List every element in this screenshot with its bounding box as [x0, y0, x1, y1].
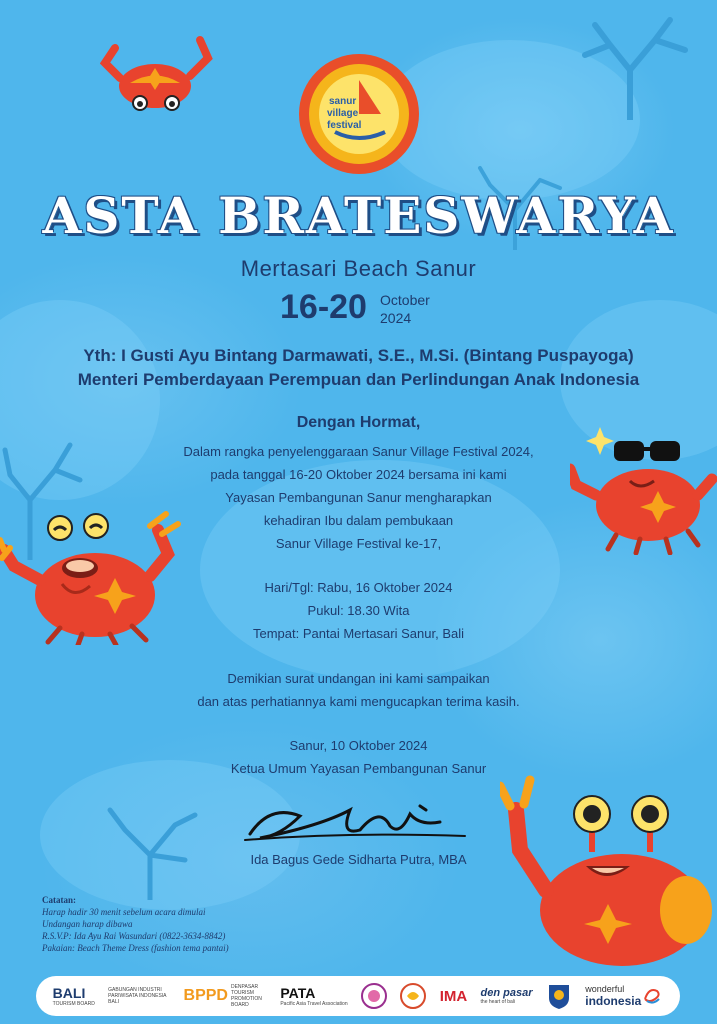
intro-line: Sanur Village Festival ke-17, — [275, 536, 442, 551]
logo-text-sanur: sanur — [329, 96, 357, 107]
pata-logo — [280, 985, 347, 1007]
coral-icon — [90, 800, 210, 900]
signature — [240, 796, 470, 848]
pata-subtext: Pacific Asia Travel Association — [280, 1001, 348, 1007]
wonderful-text: wonderful — [585, 984, 625, 994]
closing-line: Demikian surat undangan ini kami sampaikan — [227, 671, 490, 686]
crab-illustration-left — [0, 500, 185, 645]
logo-text-festival: festival — [327, 120, 362, 131]
greeting: Dengan Hormat, — [296, 414, 421, 431]
denpasar-subtext: the heart of bali — [480, 999, 516, 1005]
seal-emblem-icon — [361, 983, 387, 1009]
note-item: Undangan harap dibawa — [42, 919, 133, 929]
event-year: 2024 — [380, 310, 412, 326]
intro-line: pada tanggal 16-20 Oktober 2024 bersama ini kami — [210, 467, 507, 482]
notes-heading: Catatan: — [42, 895, 76, 905]
signatory-name: Ida Bagus Gede Sidharta Putra, MBA — [250, 852, 467, 867]
event-venue: Mertasari Beach Sanur — [240, 256, 477, 281]
note-item: R.S.V.P: Ida Ayu Rai Wasundari (0822-3634-8842) — [42, 931, 226, 941]
government-crest-icon — [546, 982, 572, 1010]
wonderful-indonesia-logo — [585, 984, 663, 1008]
recipient-name: Yth: I Gusti Ayu Bintang Darmawati, S.E., M.Si. (Bintang Puspayoga) — [83, 346, 634, 365]
bali-tourism-board-subtext: TOURISM BOARD — [52, 1001, 95, 1007]
notes-section — [42, 894, 229, 954]
sponsor-footer — [36, 976, 680, 1016]
gipi-logo — [108, 987, 170, 1005]
intro-line: kehadiran Ibu dalam pembukaan — [263, 513, 454, 528]
note-item: Pakaian: Beach Theme Dress (fashion tema pantai) — [42, 943, 229, 953]
ima-text: IMA — [439, 987, 468, 1005]
ima-logo — [440, 988, 468, 1005]
event-title: ASTA BRATESWARYA — [42, 186, 675, 245]
denpasar-text: den pasar — [480, 987, 533, 999]
intro-line: Dalam rangka penyelenggaraan Sanur Village Festival 2024, — [183, 444, 534, 459]
crab-illustration-bottom-right — [500, 770, 717, 970]
garuda-swirl-icon — [641, 985, 663, 1007]
logo-text-village: village — [327, 108, 359, 119]
event-month: October — [380, 292, 430, 308]
circular-emblem-icon — [400, 983, 426, 1009]
event-dates: 16-20 — [280, 288, 367, 326]
indonesia-text: indonesia — [585, 994, 642, 1008]
pata-text: PATA — [280, 985, 316, 1001]
signatory-position: Ketua Umum Yayasan Pembangunan Sanur — [230, 761, 487, 776]
bppd-subtext: DENPASAR TOURISM PROMOTION BOARD — [230, 984, 262, 1008]
crab-illustration-top-left — [100, 28, 220, 118]
crab-illustration-right-sunglasses — [570, 425, 717, 555]
gipi-text: GABUNGAN INDUSTRI PARIWISATA INDONESIA BALI — [108, 987, 167, 1005]
denpasar-logo — [481, 987, 533, 1005]
recipient-title: Menteri Pemberdayaan Perempuan dan Perlindungan Anak Indonesia — [77, 370, 640, 389]
coral-icon — [560, 10, 710, 120]
bali-tourism-board-text: BALI — [52, 985, 86, 1001]
detail-date: Hari/Tgl: Rabu, 16 Oktober 2024 — [264, 580, 453, 595]
note-item: Harap hadir 30 menit sebelum acara dimulai — [42, 907, 206, 917]
closing-line: dan atas perhatiannya kami mengucapkan terima kasih. — [197, 694, 520, 709]
detail-place: Tempat: Pantai Mertasari Sanur, Bali — [253, 626, 464, 641]
letter-place-date: Sanur, 10 Oktober 2024 — [289, 738, 428, 753]
bali-tourism-board-logo — [53, 985, 95, 1007]
detail-time: Pukul: 18.30 Wita — [307, 603, 410, 618]
sanur-village-festival-logo — [289, 52, 429, 176]
bppd-text: BPPD — [183, 987, 228, 1004]
bppd-logo — [184, 984, 267, 1008]
intro-line: Yayasan Pembangunan Sanur mengharapkan — [225, 490, 492, 505]
